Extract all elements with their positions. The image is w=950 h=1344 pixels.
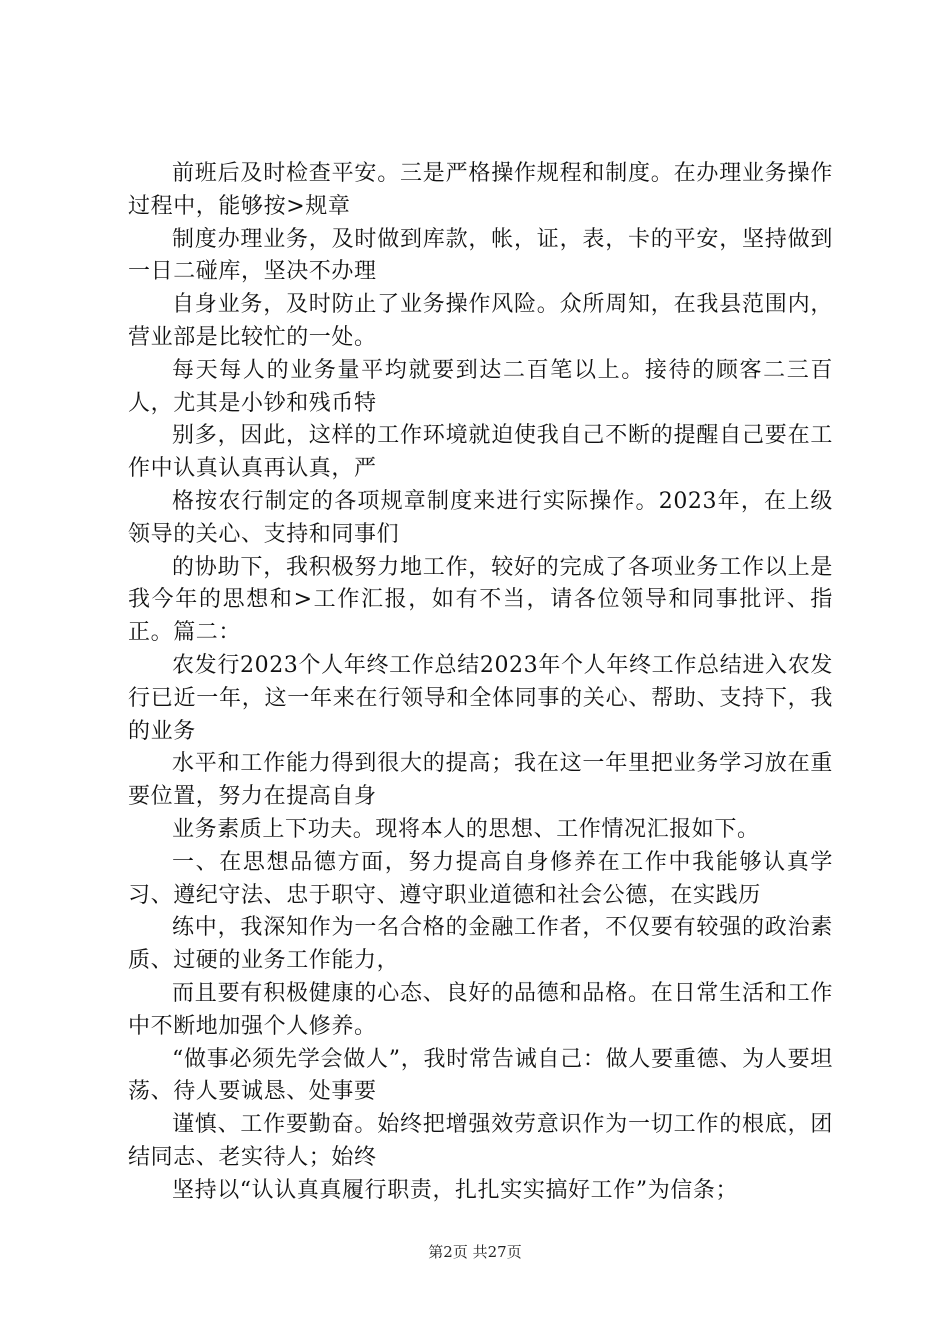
paragraph-9: 水平和工作能力得到很大的提高；我在这一年里把业务学习放在重要位置，努力在提高自身 xyxy=(128,751,833,810)
paragraph-14: “做事必须先学会做人”，我时常告诫自己：做人要重德、为人要坦荡、待人要诚恳、处事要 xyxy=(128,1046,833,1105)
paragraph-2: 制度办理业务，及时做到库款，帐，证，表，卡的平安，坚持做到一日二碰库，坚决不办理 xyxy=(128,226,833,285)
paragraph-16: 坚持以“认认真真履行职责，扎扎实实搞好工作”为信条； xyxy=(172,1177,739,1203)
paragraph-10: 业务素质上下功夫。现将本人的思想、工作情况汇报如下。 xyxy=(172,816,760,842)
paragraph-12: 练中，我深知作为一名合格的金融工作者，不仅要有较强的政治素质、过硬的业务工作能力， xyxy=(128,915,833,974)
document-body xyxy=(128,158,833,1208)
paragraph-8: 农发行2023个人年终工作总结2023年个人年终工作总结进入农发行已近一年，这一年来在行领导和全体同事的关心、帮助、支持下，我的业务 xyxy=(128,652,833,744)
paragraph-15: 谨慎、工作要勤奋。始终把增强效劳意识作为一切工作的根底，团结同志、老实待人；始终 xyxy=(128,1112,833,1170)
page-footer xyxy=(0,1241,950,1262)
paragraph-11: 一、在思想品德方面，努力提高自身修养在工作中我能够认真学习、遵纪守法、忠于职守、遵守职业道德和社会公德，在实践历 xyxy=(128,849,833,908)
paragraph-6: 格按农行制定的各项规章制度来进行实际操作。2023年，在上级领导的关心、支持和同事们 xyxy=(128,488,833,547)
paragraph-13: 而且要有积极健康的心态、良好的品德和品格。在日常生活和工作中不断地加强个人修养。 xyxy=(128,980,833,1039)
paragraph-4: 每天每人的业务量平均就要到达二百笔以上。接待的顾客二三百人，尤其是小钞和残币特 xyxy=(128,357,833,416)
paragraph-1: 前班后及时检查平安。三是严格操作规程和制度。在办理业务操作过程中，能够按>规章 xyxy=(128,161,833,219)
page-number-text: 第2页 共27页 xyxy=(428,1243,522,1261)
paragraph-7: 的协助下，我积极努力地工作，较好的完成了各项业务工作以上是我今年的思想和>工作汇报，如有不当，请各位领导和同事批评、指正。篇二： xyxy=(128,554,833,646)
paragraph-5: 别多，因此，这样的工作环境就迫使我自己不断的提醒自己要在工作中认真认真再认真，严 xyxy=(128,423,833,482)
paragraph-3: 自身业务，及时防止了业务操作风险。众所周知，在我县范围内，营业部是比较忙的一处。 xyxy=(128,292,833,350)
